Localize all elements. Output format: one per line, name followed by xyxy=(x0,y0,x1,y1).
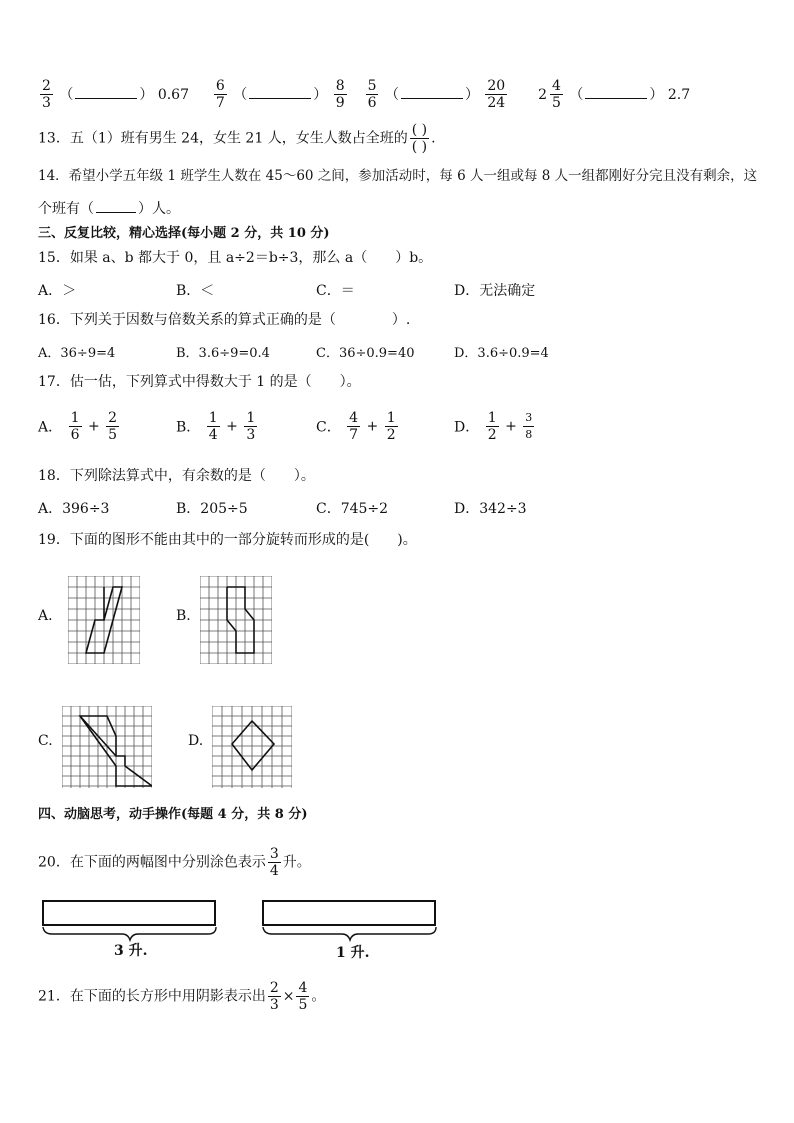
question-15-stem: 15．如果 a、b 都大于 0，且 a÷2＝b÷3，那么 a（ ）b。 xyxy=(38,250,433,266)
option-c[interactable]: C．＝ xyxy=(316,283,355,299)
shape-outline xyxy=(232,721,274,770)
option-a[interactable]: A．＞ xyxy=(38,283,77,299)
brace xyxy=(263,927,436,940)
grid-lines xyxy=(212,706,292,788)
option-d[interactable]: D．3.6÷0.9=4 xyxy=(454,346,549,361)
fraction: $\frac{20}{24}$ xyxy=(487,78,506,111)
q12-item-2: $\frac{6}{7}$ （ ） $\frac{8}{9}$ xyxy=(215,78,345,111)
answer-blank[interactable] xyxy=(249,84,311,99)
option-c[interactable]: C． $\frac{4}{7}$ + $\frac{1}{2}$ xyxy=(316,410,396,443)
question-21-stem: 21．在下面的长方形中用阴影表示出 $\frac{2}{3}$ × $\frac{4}{5}$ 。 xyxy=(38,980,326,1013)
option-a[interactable]: A． $\frac{1}{6}$ + $\frac{2}{5}$ xyxy=(38,410,118,443)
bar-3-liters-label: 3 升. xyxy=(114,943,148,959)
q12-item-4: 2 $\frac{4}{5}$ （ ） 2.7 xyxy=(538,78,691,111)
option-b[interactable]: B． $\frac{1}{4}$ + $\frac{1}{3}$ xyxy=(176,410,256,443)
bar-rect xyxy=(43,901,215,925)
section-4-heading: 四、动脑思考，动手操作(每题 4 分，共 8 分) xyxy=(38,807,308,822)
answer-blank[interactable] xyxy=(585,84,647,99)
option-a-label[interactable]: A. xyxy=(38,608,53,624)
option-b-label[interactable]: B. xyxy=(176,608,191,624)
question-19-stem: 19．下面的图形不能由其中的一部分旋转而形成的是( )。 xyxy=(38,532,417,548)
fraction: $\frac{5}{6}$ xyxy=(367,78,377,111)
option-c[interactable]: C．745÷2 xyxy=(316,501,389,517)
option-a[interactable]: A．36÷9=4 xyxy=(38,346,116,361)
question-14-line2: 个班有（ ）人。 xyxy=(38,198,180,219)
grid-figure-d xyxy=(212,706,292,788)
option-b[interactable]: B．3.6÷9=0.4 xyxy=(176,346,270,361)
question-14-line1: 14．希望小学五年级 1 班学生人数在 45～60 之间，参加活动时，每 6 人一组或每 8 人一组都刚好分完且没有剩余，这 xyxy=(38,168,758,184)
grid-figure-c xyxy=(62,706,152,788)
question-20-stem: 20．在下面的两幅图中分别涂色表示 $\frac{3}{4}$ 升。 xyxy=(38,846,311,879)
fraction: $\frac{6}{7}$ xyxy=(215,78,225,111)
bar-1-liter-label: 1 升. xyxy=(336,945,370,961)
answer-blank[interactable] xyxy=(401,84,463,99)
answer-blank[interactable] xyxy=(75,84,137,99)
fraction: $\frac{8}{9}$ xyxy=(335,78,345,111)
option-d-label[interactable]: D. xyxy=(188,733,204,749)
mixed-number: 2 $\frac{4}{5}$ xyxy=(538,78,561,111)
bar-rect xyxy=(263,901,435,925)
option-c-label[interactable]: C. xyxy=(38,733,53,749)
q12-item-3: $\frac{5}{6}$ （ ） $\frac{20}{24}$ xyxy=(367,78,506,111)
section-3-heading: 三、反复比较，精心选择(每小题 2 分，共 10 分) xyxy=(38,226,330,241)
q12-row xyxy=(38,78,690,111)
answer-blank[interactable] xyxy=(96,198,136,213)
option-d[interactable]: D． $\frac{1}{2}$ + $\frac{3}{8}$ xyxy=(454,410,533,443)
answer-fraction-blank[interactable]: $\frac{( )}{( )}$ xyxy=(411,122,428,155)
question-16-stem: 16．下列关于因数与倍数关系的算式正确的是（ ）. xyxy=(38,312,411,328)
option-b[interactable]: B．205÷5 xyxy=(176,501,248,517)
question-13: 13．五（1）班有男生 24，女生 21 人，女生人数占全班的 $\frac{( )}{( )}$ . xyxy=(38,122,436,155)
fraction: $\frac{2}{3}$ xyxy=(42,78,51,111)
option-c[interactable]: C．36÷0.9=40 xyxy=(316,346,415,361)
option-d[interactable]: D．342÷3 xyxy=(454,501,527,517)
option-b[interactable]: B．＜ xyxy=(176,283,215,299)
option-d[interactable]: D．无法确定 xyxy=(454,283,536,299)
brace xyxy=(43,927,216,940)
question-17-stem: 17．估一估，下列算式中得数大于 1 的是（ ）。 xyxy=(38,374,361,390)
question-18-stem: 18．下列除法算式中，有余数的是（ ）。 xyxy=(38,468,315,484)
grid-figure-b xyxy=(200,576,272,664)
q12-item-1: $\frac{2}{3}$ （ ） 0.67 xyxy=(42,78,189,111)
option-a[interactable]: A．396÷3 xyxy=(38,501,110,517)
grid-figure-a xyxy=(68,576,140,664)
